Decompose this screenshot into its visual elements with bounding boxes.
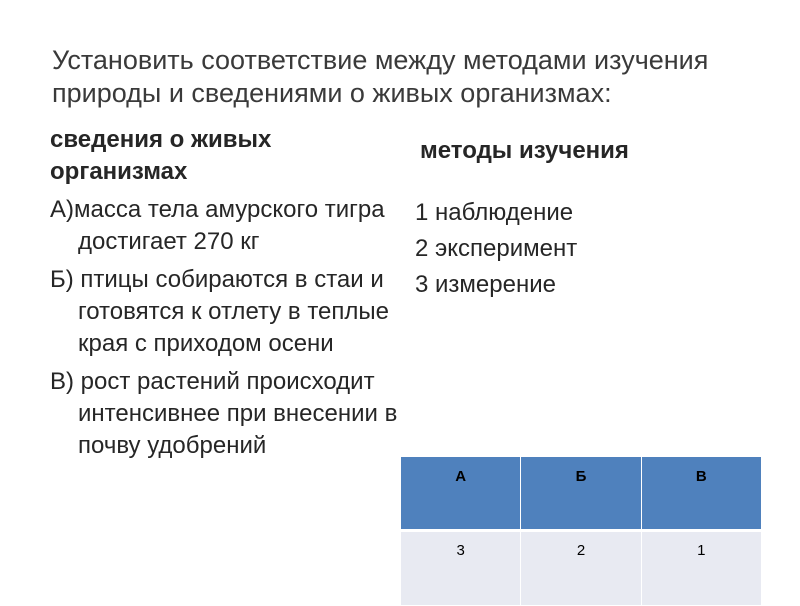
answer-value-a: 3 bbox=[401, 531, 521, 606]
method-observation: 1 наблюдение bbox=[415, 199, 574, 226]
answer-table-header-row bbox=[401, 457, 762, 531]
method-measurement: 3 измерение bbox=[415, 271, 556, 298]
answer-header-b: Б bbox=[521, 457, 641, 531]
fact-v: В) рост растений происходит интенсивнее при внесении в почву удобрений bbox=[50, 368, 398, 459]
answer-value-v: 1 bbox=[641, 531, 761, 606]
answer-table-value-row bbox=[401, 531, 762, 606]
answer-header-a: А bbox=[401, 457, 521, 531]
methods-heading: методы изучения bbox=[420, 137, 629, 164]
method-experiment: 2 эксперимент bbox=[415, 235, 578, 262]
slide-title: Установить соответствие между методами изучения природы и сведениями о живых организмах: bbox=[52, 45, 709, 108]
answer-value-b: 2 bbox=[521, 531, 641, 606]
facts-heading: сведения о живых организмах bbox=[50, 126, 272, 185]
answer-header-v: В bbox=[641, 457, 761, 531]
methods-list bbox=[415, 195, 577, 303]
fact-b: Б) птицы собираются в стаи и готовятся к отлету в теплые края с приходом осени bbox=[50, 266, 390, 357]
answer-table bbox=[400, 456, 762, 606]
facts-column bbox=[50, 124, 405, 468]
fact-a: А)масса тела амурского тигра достигает 270 кг bbox=[50, 196, 385, 255]
